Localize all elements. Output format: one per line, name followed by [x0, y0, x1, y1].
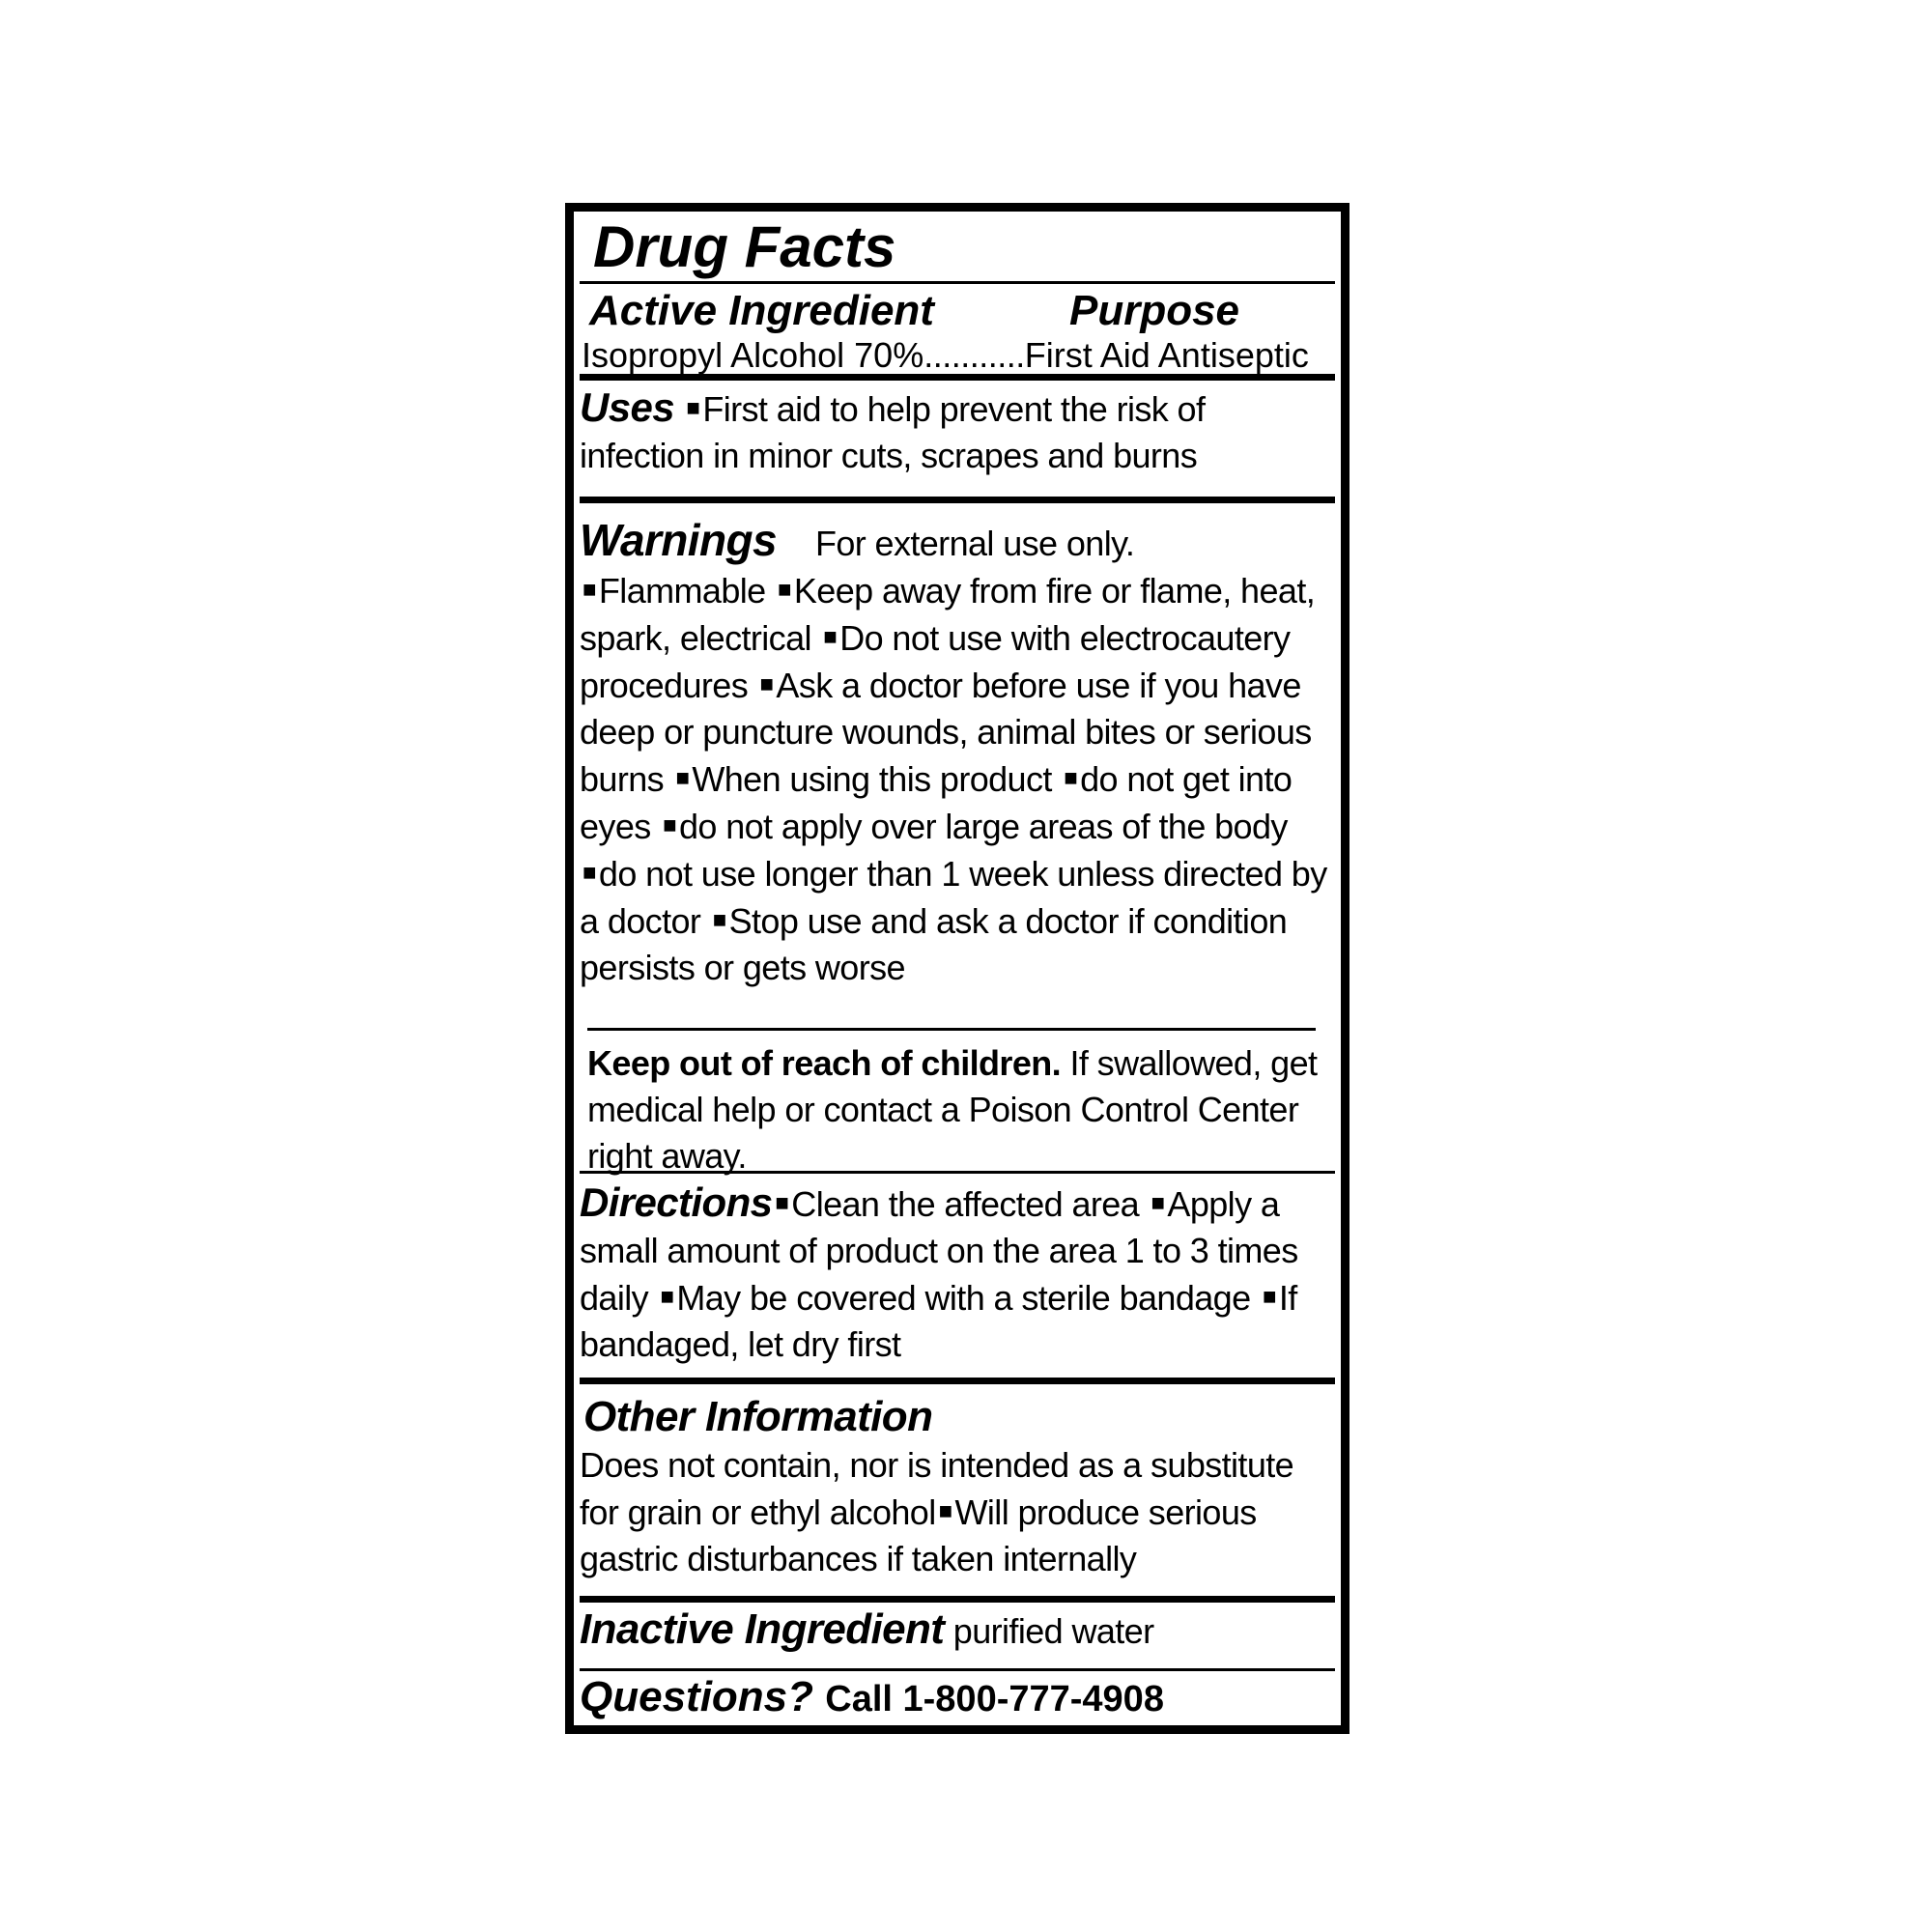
- questions-phone: Call 1-800-777-4908: [825, 1679, 1164, 1719]
- active-ingredient-row: [580, 334, 1335, 377]
- warning-item: ■ do not use longer than 1 week unless directed by a doctor: [580, 854, 1327, 941]
- warning-item: ■ Keep away from fire or flame, heat, spark, electrical: [580, 571, 1315, 658]
- directions-section: [580, 1174, 1335, 1384]
- warnings-lead: For external use only.: [814, 524, 1135, 564]
- warnings-heading: Warnings: [580, 515, 777, 566]
- warnings-list: [580, 567, 1335, 991]
- uses-section: [580, 381, 1335, 503]
- questions-heading: Questions?: [580, 1673, 814, 1720]
- active-ingredient-section: [580, 284, 1335, 381]
- warnings-section: [580, 503, 1335, 1177]
- ingredient-name: Isopropyl Alcohol 70%: [582, 335, 924, 376]
- warning-item: ■ Ask a doctor before use if you have deep or puncture wounds, animal bites or serious burns: [580, 666, 1312, 799]
- warning-item: ■ Do not use with electrocautery procedures: [580, 618, 1290, 705]
- directions-heading: Directions: [580, 1179, 773, 1226]
- ingredient-purpose: First Aid Antiseptic: [1024, 335, 1309, 376]
- uses-text: ■ First aid to help prevent the risk of infection in minor cuts, scrapes and burns: [580, 389, 1205, 475]
- inactive-ingredient-section: [580, 1603, 1335, 1671]
- keep-out-of-reach-text: If swallowed, get medical help or contact a Poison Control Center right away.: [587, 1043, 1318, 1177]
- other-information-section: [580, 1384, 1335, 1603]
- other-information-text: [580, 1442, 1335, 1582]
- active-ingredient-heading: Active Ingredient: [589, 287, 934, 335]
- keep-out-of-reach: [580, 1040, 1335, 1179]
- warning-item: ■ do not apply over large areas of the body: [660, 807, 1288, 846]
- other-information-text-1: Does not contain, nor is intended as a substitute for grain or ethyl alcohol: [580, 1444, 1294, 1532]
- other-information-text-2: ■ Will produce serious gastric disturbances if taken internally: [580, 1492, 1257, 1578]
- warning-item: ■ Stop use and ask a doctor if condition persists or gets worse: [580, 901, 1287, 987]
- questions-section: [580, 1671, 1335, 1725]
- direction-item: ■ Apply a small amount of product on the area 1 to 3 times daily: [580, 1184, 1298, 1318]
- direction-item: ■ May be covered with a sterile bandage: [657, 1278, 1250, 1318]
- direction-item: ■ If bandaged, let dry first: [580, 1278, 1297, 1364]
- uses-heading: Uses: [580, 384, 675, 431]
- warning-item: ■ do not get into eyes: [580, 759, 1292, 846]
- warnings-heading-row: [580, 517, 1335, 567]
- keep-out-of-reach-bold: Keep out of reach of children.: [587, 1043, 1062, 1084]
- inactive-ingredient-text: purified water: [952, 1610, 1154, 1651]
- active-ingredient-header-row: [580, 288, 1335, 334]
- drug-facts-title: Drug Facts: [580, 212, 1335, 284]
- other-information-heading: Other Information: [583, 1392, 933, 1440]
- direction-item: ■ Clean the affected area: [772, 1184, 1139, 1224]
- warning-item: ■ When using this product: [672, 759, 1051, 799]
- purpose-heading: Purpose: [1068, 287, 1240, 335]
- inactive-ingredient-heading: Inactive Ingredient: [580, 1605, 945, 1653]
- warning-item: ■ Flammable: [580, 571, 766, 611]
- dot-leader: ...........: [923, 335, 1025, 376]
- warnings-divider: [587, 1028, 1316, 1031]
- drug-facts-panel: [565, 203, 1350, 1734]
